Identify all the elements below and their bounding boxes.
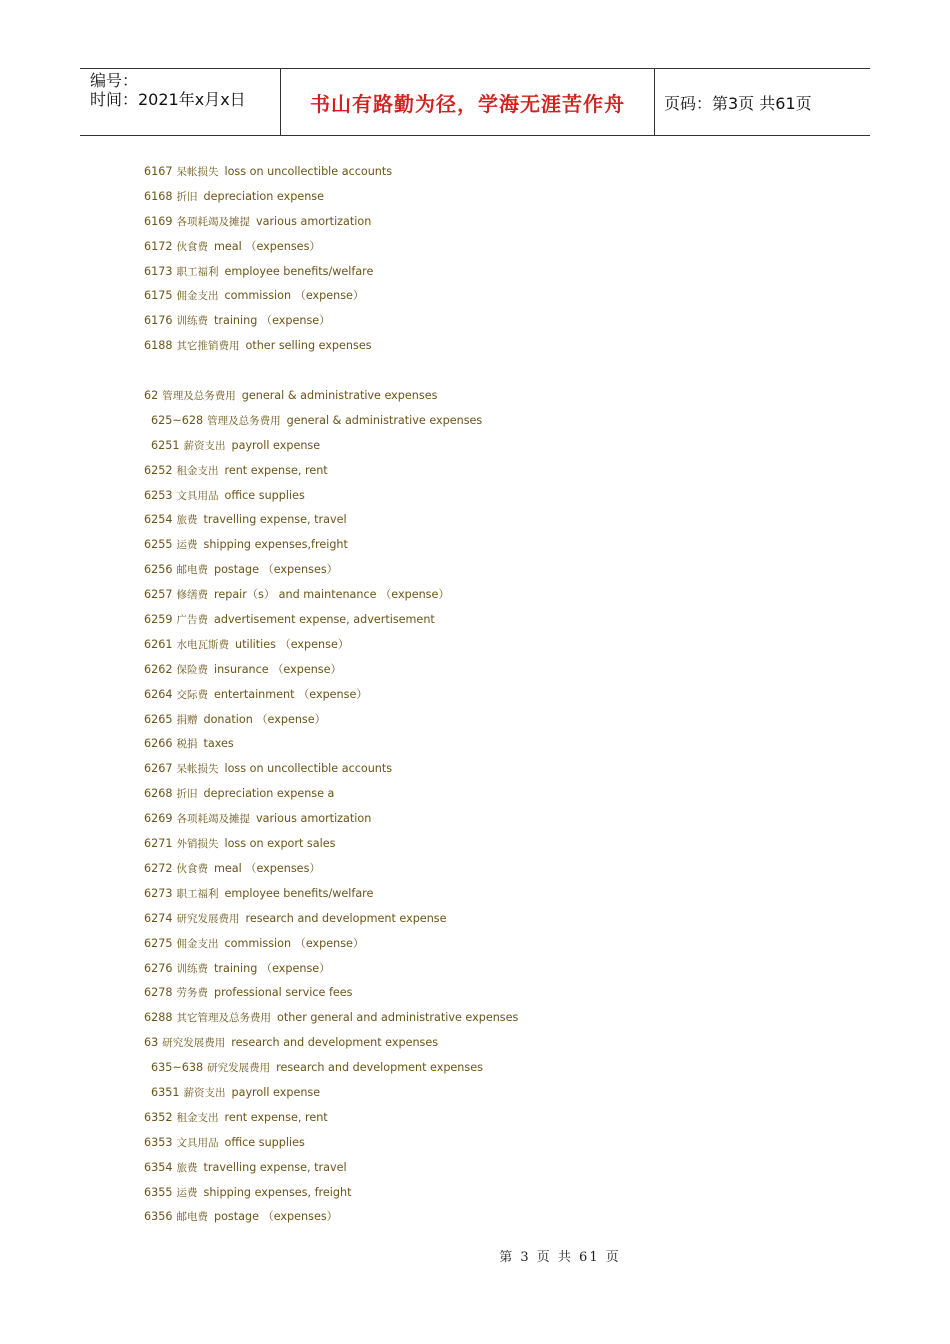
account-name-en: research and development expense xyxy=(245,911,447,925)
account-name-cn: 劳务费 xyxy=(176,987,208,1000)
account-name-cn: 邮电费 xyxy=(176,564,208,577)
account-name-en: commission （expense） xyxy=(224,936,365,950)
list-item xyxy=(144,782,864,807)
account-code: 63 xyxy=(144,1036,159,1050)
list-item xyxy=(144,658,864,683)
account-code: 6267 xyxy=(144,762,173,776)
account-code: 6264 xyxy=(144,687,173,701)
list-item xyxy=(144,1156,864,1181)
list-item xyxy=(144,210,864,235)
account-code: 6271 xyxy=(144,837,173,851)
list-item xyxy=(144,409,864,434)
account-name-cn: 薪资支出 xyxy=(183,439,226,452)
account-name-en: shipping expenses, freight xyxy=(203,1185,352,1199)
account-code: 6167 xyxy=(144,165,173,178)
account-code: 6256 xyxy=(144,563,173,577)
account-code: 6278 xyxy=(144,986,173,1000)
account-name-en: office supplies xyxy=(224,1135,305,1149)
motto-text: 书山有路勤为径，学海无涯苦作舟 xyxy=(310,91,625,116)
account-name-en: payroll expense xyxy=(231,438,321,452)
list-item xyxy=(144,484,864,509)
number-label: 编号： xyxy=(90,71,139,90)
date-label: 时间：2021年x月x日 xyxy=(90,90,246,109)
header-meta-cell xyxy=(80,69,281,135)
account-name-en: utilities （expense） xyxy=(234,637,350,651)
account-code: 6268 xyxy=(144,787,173,801)
account-name-en: general & administrative expenses xyxy=(286,413,483,427)
list-item xyxy=(144,1106,864,1131)
account-name-cn: 运费 xyxy=(176,1186,198,1199)
header-page-cell xyxy=(655,69,870,135)
list-item xyxy=(144,608,864,633)
account-name-cn: 交际费 xyxy=(176,688,208,701)
account-name-en: depreciation expense xyxy=(203,189,325,203)
account-name-cn: 其它管理及总务费用 xyxy=(176,1012,271,1025)
account-name-en: postage （expenses） xyxy=(213,563,338,577)
account-name-en: donation （expense） xyxy=(203,712,326,726)
account-name-cn: 管理及总务费用 xyxy=(207,414,281,427)
account-code: 6175 xyxy=(144,289,173,303)
list-item xyxy=(144,932,864,957)
account-name-en: entertainment （expense） xyxy=(213,687,368,701)
account-code: 6176 xyxy=(144,314,173,328)
list-item xyxy=(144,857,864,882)
account-name-cn: 其它推销费用 xyxy=(176,340,240,353)
account-code: 625~628 xyxy=(151,413,204,427)
page-info: 页码：第3页 共61页 xyxy=(664,93,812,113)
account-code: 6354 xyxy=(144,1160,173,1174)
list-item xyxy=(144,459,864,484)
account-name-en: meal （expenses） xyxy=(213,239,321,253)
list-item xyxy=(144,309,864,334)
account-name-en: loss on uncollectible accounts xyxy=(224,165,393,178)
account-name-cn: 职工福利 xyxy=(176,887,219,900)
account-name-en: rent expense, rent xyxy=(224,1110,328,1124)
account-name-en: research and development expenses xyxy=(231,1036,439,1050)
list-item xyxy=(144,160,864,185)
account-code: 6272 xyxy=(144,861,173,875)
account-name-cn: 租金支出 xyxy=(176,1111,219,1124)
account-name-en: meal （expenses） xyxy=(213,861,321,875)
account-name-cn: 修缮费 xyxy=(176,589,208,602)
account-code: 6188 xyxy=(144,339,173,353)
account-name-cn: 训练费 xyxy=(176,315,208,328)
account-name-en: loss on uncollectible accounts xyxy=(224,762,393,776)
list-item xyxy=(144,882,864,907)
account-code: 6169 xyxy=(144,214,173,228)
account-code: 6352 xyxy=(144,1110,173,1124)
account-name-cn: 职工福利 xyxy=(176,265,219,278)
list-item xyxy=(144,260,864,285)
account-name-en: training （expense） xyxy=(213,314,331,328)
account-code: 6168 xyxy=(144,189,173,203)
header-motto-cell xyxy=(281,69,655,135)
list-item xyxy=(144,732,864,757)
account-name-cn: 各项耗竭及摊提 xyxy=(176,215,250,228)
list-item xyxy=(144,185,864,210)
account-name-en: other general and administrative expenses xyxy=(276,1011,519,1025)
account-name-en: research and development expenses xyxy=(276,1061,483,1075)
list-item xyxy=(144,1056,864,1081)
list-item xyxy=(144,1031,864,1056)
account-code: 6257 xyxy=(144,588,173,602)
account-name-cn: 佣金支出 xyxy=(176,937,219,950)
account-name-en: travelling expense, travel xyxy=(203,513,347,527)
account-code: 6173 xyxy=(144,264,173,278)
account-code: 6255 xyxy=(144,538,173,552)
account-name-en: travelling expense, travel xyxy=(203,1160,347,1174)
account-name-en: various amortization xyxy=(255,214,372,228)
account-code: 6288 xyxy=(144,1011,173,1025)
list-item xyxy=(144,807,864,832)
account-name-en: commission （expense） xyxy=(224,289,365,303)
account-code: 6356 xyxy=(144,1210,173,1224)
list-item xyxy=(144,633,864,658)
account-code: 6353 xyxy=(144,1135,173,1149)
account-code: 6265 xyxy=(144,712,173,726)
account-code: 6273 xyxy=(144,886,173,900)
page-header xyxy=(80,68,870,136)
account-code: 62 xyxy=(144,389,159,403)
account-code: 6253 xyxy=(144,488,173,502)
account-code: 6252 xyxy=(144,463,173,477)
account-name-cn: 呆帐损失 xyxy=(176,166,219,178)
account-code: 635~638 xyxy=(151,1061,204,1075)
list-item xyxy=(144,757,864,782)
list-item xyxy=(144,334,864,359)
list-item xyxy=(144,957,864,982)
account-name-cn: 文具用品 xyxy=(176,489,219,502)
list-item xyxy=(144,1081,864,1106)
list-item xyxy=(144,1181,864,1206)
account-list xyxy=(144,160,864,1230)
account-name-cn: 邮电费 xyxy=(176,1211,208,1224)
account-name-cn: 文具用品 xyxy=(176,1136,219,1149)
list-item xyxy=(144,284,864,309)
account-name-en: rent expense, rent xyxy=(224,463,328,477)
account-name-en: loss on export sales xyxy=(224,837,336,851)
account-name-cn: 各项耗竭及摊提 xyxy=(176,813,250,826)
account-name-cn: 研究发展费用 xyxy=(162,1037,226,1050)
list-item xyxy=(144,508,864,533)
list-item xyxy=(144,708,864,733)
account-code: 6269 xyxy=(144,812,173,826)
account-name-en: taxes xyxy=(203,737,234,751)
list-item xyxy=(144,235,864,260)
list-item xyxy=(144,558,864,583)
account-code: 6276 xyxy=(144,961,173,975)
account-name-cn: 保险费 xyxy=(176,663,208,676)
account-code: 6274 xyxy=(144,911,173,925)
account-name-cn: 研究发展费用 xyxy=(176,912,240,925)
account-name-cn: 水电瓦斯费 xyxy=(176,638,229,651)
account-code: 6355 xyxy=(144,1185,173,1199)
account-name-cn: 税捐 xyxy=(176,738,198,751)
account-code: 6251 xyxy=(151,438,180,452)
account-name-en: depreciation expense a xyxy=(203,787,335,801)
account-name-cn: 研究发展费用 xyxy=(207,1062,271,1075)
list-item xyxy=(144,434,864,459)
account-name-en: shipping expenses,freight xyxy=(203,538,348,552)
account-name-cn: 折旧 xyxy=(176,190,198,203)
page-footer: 第 3 页 共 61 页 xyxy=(499,1250,621,1265)
list-item xyxy=(144,1205,864,1230)
account-name-en: various amortization xyxy=(255,812,372,826)
account-name-cn: 伙食费 xyxy=(176,240,208,253)
account-name-en: advertisement expense, advertisement xyxy=(213,613,435,627)
account-name-cn: 外销损失 xyxy=(176,838,219,851)
account-code: 6172 xyxy=(144,239,173,253)
account-name-en: other selling expenses xyxy=(245,339,372,353)
account-name-cn: 捐赠 xyxy=(176,713,198,726)
list-item xyxy=(144,683,864,708)
account-name-en: office supplies xyxy=(224,488,305,502)
account-code: 6259 xyxy=(144,613,173,627)
account-code: 6254 xyxy=(144,513,173,527)
list-item xyxy=(144,981,864,1006)
account-code: 6266 xyxy=(144,737,173,751)
account-name-en: general & administrative expenses xyxy=(241,389,438,403)
account-name-cn: 佣金支出 xyxy=(176,290,219,303)
account-name-cn: 旅费 xyxy=(176,514,198,527)
list-item xyxy=(144,583,864,608)
account-name-en: employee benefits/welfare xyxy=(224,886,374,900)
account-name-cn: 呆帐损失 xyxy=(176,763,219,776)
account-name-cn: 租金支出 xyxy=(176,464,219,477)
account-name-cn: 折旧 xyxy=(176,788,198,801)
account-code: 6261 xyxy=(144,637,173,651)
account-name-cn: 训练费 xyxy=(176,962,208,975)
list-item xyxy=(144,533,864,558)
account-name-cn: 旅费 xyxy=(176,1161,198,1174)
list-item xyxy=(144,384,864,409)
account-name-cn: 运费 xyxy=(176,539,198,552)
list-item xyxy=(144,907,864,932)
account-code: 6275 xyxy=(144,936,173,950)
account-code: 6262 xyxy=(144,662,173,676)
list-item xyxy=(144,1006,864,1031)
account-name-en: employee benefits/welfare xyxy=(224,264,374,278)
list-item xyxy=(144,1131,864,1156)
account-name-cn: 伙食费 xyxy=(176,862,208,875)
account-name-en: repair（s） and maintenance （expense） xyxy=(213,588,450,602)
account-name-cn: 管理及总务费用 xyxy=(162,390,236,403)
account-name-en: insurance （expense） xyxy=(213,662,342,676)
account-name-en: training （expense） xyxy=(213,961,331,975)
account-name-en: payroll expense xyxy=(231,1085,321,1099)
account-name-cn: 薪资支出 xyxy=(183,1086,226,1099)
list-item xyxy=(144,832,864,857)
account-name-en: professional service fees xyxy=(213,986,353,1000)
account-code: 6351 xyxy=(151,1085,180,1099)
account-name-cn: 广告费 xyxy=(176,614,208,627)
account-name-en: postage （expenses） xyxy=(213,1210,338,1224)
